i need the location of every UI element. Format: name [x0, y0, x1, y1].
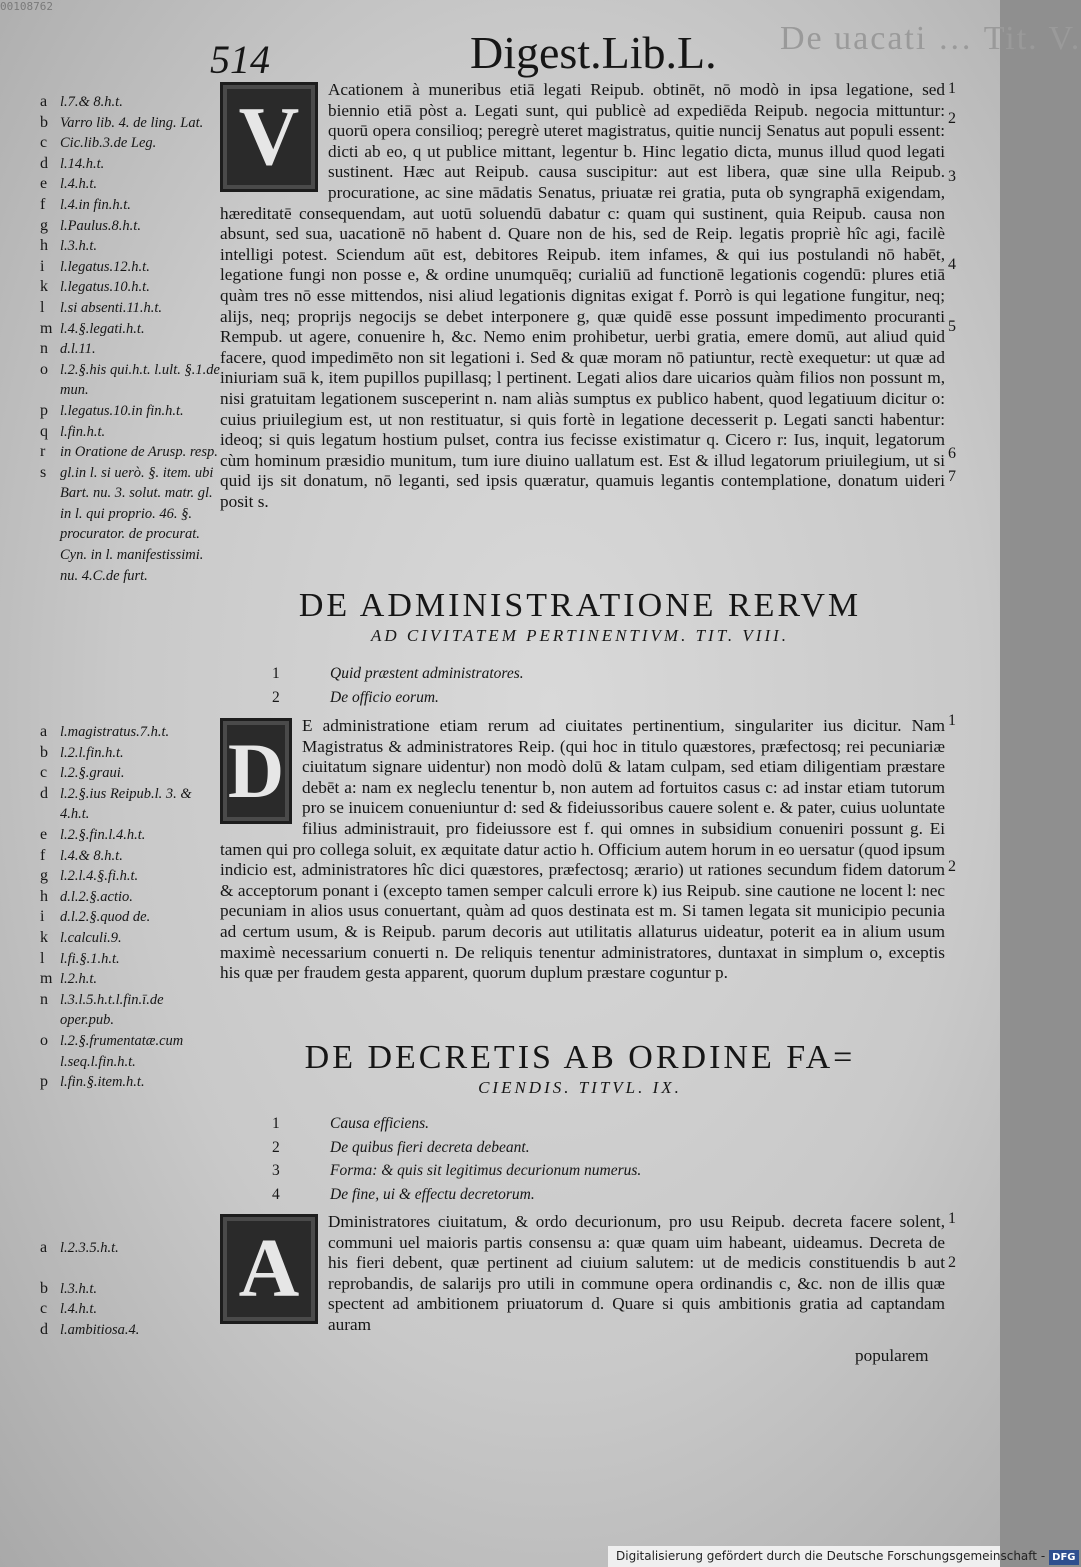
side-note: c l.4.h.t.	[40, 1300, 98, 1318]
decorated-initial: D	[220, 718, 292, 824]
side-note: q l.fin.h.t.	[40, 422, 106, 440]
digitization-footer	[608, 1546, 1076, 1567]
contents-item: 2 De officio eorum.	[272, 688, 439, 706]
side-note: c l.2.§.graui.	[40, 764, 125, 782]
side-note: e l.4.h.t.	[40, 175, 98, 193]
margin-number: 1	[948, 712, 956, 729]
decorated-initial: V	[220, 82, 318, 192]
margin-number: 5	[948, 318, 956, 335]
side-note: m l.2.h.t.	[40, 970, 98, 988]
side-note: i d.l.2.§.quod de.	[40, 908, 151, 926]
title-sub: CIENDIS. TITVL. IX.	[478, 1078, 682, 1097]
side-notes-middle	[40, 722, 220, 1093]
side-note: f l.4.in fin.h.t.	[40, 195, 131, 213]
contents-item: 1 Causa efficiens.	[272, 1115, 430, 1132]
body-paragraph-1	[220, 80, 945, 512]
margin-number: 2	[948, 110, 956, 127]
catchword: popularem	[855, 1346, 929, 1365]
contents-item: 4 De fine, ui & effectu decretorum.	[272, 1186, 535, 1204]
side-note: m l.4.§.legati.h.t.	[40, 319, 145, 337]
side-note: s gl.in l. si uerò. §. item. ubi Bart. nu. 3. solut. matr. gl. in l. qui proprio. 46. §. procurator. de procurat. Cyn. in l. manifestissimi. nu. 4.C.de furt.	[40, 463, 214, 584]
title-main: DE ADMINISTRATIONE RERVM	[298, 587, 862, 624]
margin-number: 2	[948, 858, 956, 875]
contents-list-8	[272, 662, 524, 709]
side-note: i l.legatus.12.h.t.	[40, 257, 150, 275]
side-note: d l.14.h.t.	[40, 154, 105, 172]
side-note: p l.legatus.10.in fin.h.t.	[40, 401, 184, 419]
footer-text: Digitalisierung gefördert durch die Deutsche Forschungsgemeinschaft -	[616, 1549, 1046, 1563]
paragraph-text: E administratione etiam rerum ad ciuitates pertinentium, singulariter ius dicitur. Nam Magistratus & administratores Reip. (qui hoc in titulo quæstores, præfectosq; rei pecuniariæ ciuitatum signare uidentur) non modò dolū & latam culpam, sed etiam diligentiam præstare debēt a: nam ex negleclu tenentur b, non autem ad fortuitos casus c: ad instar etiam tutorum pro se inuicem conueniuntur d: sed & fideiussoribus cauere solent e. & pater, cuius uoluntate filius administrauit, pro fideiussore est f. qui omnes in subsidium conueniri possunt g. Ei tamen qui pro collega soluit, ex æquitate datur actio h. Officium autem horum in eo uersatur (quod ipsum indicio est, administratores hîc dici quæstores, præfectosq; ærario) ut rationes secundum fidem datorum & acceptorum ponant i (excepto tamen semper calculi errore k) ius Reipub. sine cautione ne locent l: nec pecuniam in alios usus conuertant, quàm ad quos destinata est m. Si tamen legata sit municipio pecunia ad certum usum, & is Reipub. parum decoris aut utilitatis allaturus uideatur, poterit ea in alium usum maximè necessarium conuerti n. De reliquis tenentur administratores, duntaxat in simplum o, exceptis his quæ per fraudem gesta apparent, quorum duplum præstare coguntur p.	[220, 716, 945, 983]
side-note: f l.4.& 8.h.t.	[40, 846, 123, 864]
side-notes-top	[40, 92, 220, 586]
contents-item: 1 Quid præstent administratores.	[272, 665, 524, 682]
side-note: b Varro lib. 4. de ling. Lat.	[40, 113, 204, 131]
scan-id: 00108762	[0, 0, 53, 13]
body-paragraph-2	[220, 716, 945, 984]
side-note: b l.2.l.fin.h.t.	[40, 743, 124, 761]
contents-item: 2 De quibus fieri decreta debeant.	[272, 1138, 530, 1156]
margin-number: 2	[948, 1254, 956, 1271]
paragraph-text: Dministratores ciuitatum, & ordo decurionum, pro usu Reipub. decreta facere solent, communi uel maioris partis consensu a: quæ quam uim habeant, uideamus. Decreta de his fieri debent, quæ pertinent ad ciuium salutem: ut de medicis constituendis b aut reprobandis, de salarijs pro utili in commune opera ordinandis c, &c. non de illis quæ spectent ad ambitionem priuatorum d. Quare si quis ambitionis gratia ad captandam auram	[328, 1212, 945, 1334]
margin-number: 1	[948, 1210, 956, 1227]
show-through-text: De uacati … Tit. V.	[780, 20, 1081, 57]
side-note: e l.2.§.fin.l.4.h.t.	[40, 825, 146, 843]
title-sub: AD CIVITATEM PERTINENTIVM. TIT. VIII.	[370, 626, 790, 645]
side-note: g l.2.l.4.§.fi.h.t.	[40, 867, 139, 885]
margin-number: 1	[948, 80, 956, 97]
contents-item: 3 Forma: & quis sit legitimus decurionum numerus.	[272, 1162, 642, 1180]
side-note: n d.l.11.	[40, 340, 96, 358]
side-note: o l.2.§.his qui.h.t. l.ult. §.1.de mun.	[40, 360, 220, 399]
side-notes-bottom	[40, 1238, 220, 1340]
side-note: k l.legatus.10.h.t.	[40, 278, 150, 296]
decorated-initial: A	[220, 1214, 318, 1324]
side-note: d l.2.§.ius Reipub.l. 3. & 4.h.t.	[40, 784, 192, 823]
running-head: Digest.Lib.L.	[470, 27, 717, 78]
side-note: p l.fin.§.item.h.t.	[40, 1073, 145, 1091]
side-note: r in Oratione de Arusp. resp.	[40, 443, 218, 461]
side-note: d l.ambitiosa.4.	[40, 1320, 140, 1338]
margin-number: 4	[948, 256, 956, 273]
side-note: n l.3.l.5.h.t.l.fin.ī.de oper.pub.	[40, 990, 164, 1029]
title-9-heading	[230, 1040, 930, 1100]
side-note: l l.si absenti.11.h.t.	[40, 298, 163, 316]
title-8-heading	[230, 588, 930, 648]
page-number: 514	[210, 37, 270, 82]
side-note: k l.calculi.9.	[40, 928, 122, 946]
side-note: l l.fi.§.1.h.t.	[40, 949, 120, 967]
contents-list-9	[272, 1112, 641, 1207]
dfg-logo: DFG	[1049, 1550, 1078, 1565]
body-paragraph-3	[220, 1212, 945, 1336]
side-note: c Cic.lib.3.de Leg.	[40, 134, 157, 152]
side-note: g l.Paulus.8.h.t.	[40, 216, 141, 234]
side-note: a l.magistratus.7.h.t.	[40, 723, 170, 740]
side-note: h l.3.h.t.	[40, 237, 98, 255]
side-note: h d.l.2.§.actio.	[40, 887, 133, 905]
side-note: o l.2.§.frumentatæ.cum l.seq.l.fin.h.t.	[40, 1031, 184, 1070]
side-note: a l.2.3.5.h.t.	[40, 1239, 119, 1256]
margin-number: 6	[948, 445, 956, 462]
side-note: a l.7.& 8.h.t.	[40, 93, 123, 110]
margin-number: 7	[948, 468, 956, 485]
side-note: b l.3.h.t.	[40, 1279, 98, 1297]
paragraph-text: Acationem à muneribus etiā legati Reipub. obtinēt, nō modò in ipsa legatione, sed biennio etiā pòst a. Legati sunt, qui publicè ad expediēda Reipub. negocia mittuntur: quorū opera consilioq; peregrè uteret magistratus, quitie nuncij Senatus aut populi essent: dicti ab eo, q ut publice mittant, legentur b. Hinc legatio dicta, munus illud quod legati sustinent. Hæc aut Reipub. causa suscipitur: aut est libera, quæ sine ulla Reipub. procuratione, ac sine mādatis Senatus, priuatæ rei gratia, puta ob syngraphā exigendam, hæreditatē consequendam, aut uotū soluendū dabatur c: quam qui sustinent, quia Reipub. causa non absunt, sed sua, uacationē nō habent d. Quare non de his, sed de Reip. legatis propriè hîc agi, facilè intelligi potest. Sciendum aūt est, debitores Reipub. item infames, & qui ius postulandi nō habēt, legatione fungi non posse e, & ordine unumquēq; curialiū ad functionē legationis cogendū: plures etiā quàm tres nō esse mittendos, nisi aliud legationis dignitas exigat f. Porrò is qui legatione fungitur, neq; alijs, neq; proprijs negocijs se debet interponere g, quæ quidē esse possunt impedimento procuranti Rempub. ut agere, conuenire h, &c. Nemo enim prohibetur, uerbi gratia, emere domū, aut aliud quid facere, quod impedimēto non sit legationi i. Sed & quæ moram nō patiuntur, rectè exequetur: ut quæ ad iniuriam suā k, item pupillos pupillasq; l pertinent. Legati alios dare uicarios quàm filios non possunt m, nisi gratuitam legationem susceperint n. nam aliàs sumptus ex publico habent, quod legatiuum dicitur o: cuius priuilegium est, ut non restituatur, si quis fortè in legatione decesserit p. Legati sancti habentur: ideoq; si quis legatum hostium pulset, contra ius fecisse existimatur q. Cicero r: Ius, inquit, legatorum cùm hominum præsidio munitum, tum iure diuino uallatum est. Est & illud legatorum priuilegium, ut si quid ijs sit donatum, nō leganti, sed ipsis quæratur, quamuis legantis contemplatione, donatum uideri posit s.	[220, 80, 945, 511]
margin-number: 3	[948, 168, 956, 185]
title-main: DE DECRETIS AB ORDINE FA=	[304, 1039, 856, 1076]
